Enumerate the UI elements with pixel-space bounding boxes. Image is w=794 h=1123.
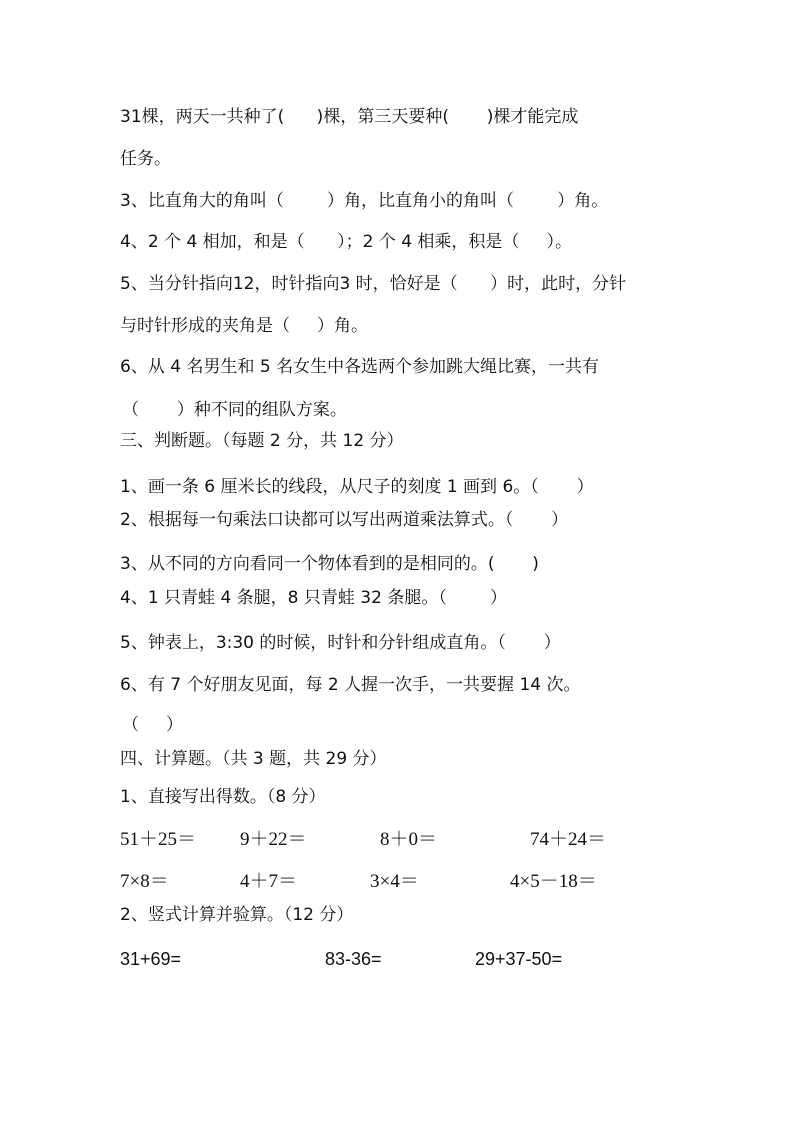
calc-row1-item-2: 9＋22＝ <box>240 829 307 850</box>
calc-row2-item-3: 3×4＝ <box>370 871 419 892</box>
fill-q5-line1: 5、当分针指向12，时针指向3 时，恰好是（ ）时，此时，分针 <box>120 274 627 294</box>
vertical-calc-problem-3: 29+37-50= <box>475 949 563 969</box>
vertical-calc-problem-2: 83-36= <box>325 949 382 969</box>
judgment-item-2: 2、根据每一句乘法口诀都可以写出两道乘法算式。（ ） <box>120 510 569 530</box>
calc-row1-item-4: 74＋24＝ <box>530 829 607 850</box>
calc-row2-item-2: 4＋7＝ <box>240 871 298 892</box>
judgment-item-6: 6、有 7 个好朋友见面，每 2 人握一次手，一共要握 14 次。 <box>120 675 581 695</box>
fill-q2-line2: 任务。 <box>120 149 171 169</box>
fill-q2-line1: 31棵，两天一共种了( )棵，第三天要种( )棵才能完成 <box>120 107 579 127</box>
fill-q3: 3、比直角大的角叫（ ）角，比直角小的角叫（ ）角。 <box>120 191 609 211</box>
judgment-item-4: 4、1 只青蛙 4 条腿，8 只青蛙 32 条腿。（ ） <box>120 588 508 608</box>
vertical-calc-problem-1: 31+69= <box>120 949 182 969</box>
fill-q5-line2: 与时针形成的夹角是（ ）角。 <box>120 316 369 336</box>
calc-heading: 四、计算题。（共 3 题，共 29 分） <box>120 749 387 769</box>
calc-row2-item-1: 7×8＝ <box>120 871 169 892</box>
calc-row2-item-4: 4×5－18＝ <box>510 871 597 892</box>
judgment-item-1: 1、画一条 6 厘米长的线段，从尺子的刻度 1 画到 6。（ ） <box>120 477 594 497</box>
fill-q4: 4、2 个 4 相加，和是（ ）；2 个 4 相乘，积是（ ）。 <box>120 232 572 252</box>
fill-q6-line1: 6、从 4 名男生和 5 名女生中各选两个参加跳大绳比赛，一共有 <box>120 357 600 377</box>
judgment-item-5: 5、钟表上，3:30 的时候，时针和分针组成直角。（ ） <box>120 633 561 653</box>
judgment-heading: 三、判断题。（每题 2 分，共 12 分） <box>120 431 404 451</box>
calc-sub2-title: 2、竖式计算并验算。（12 分） <box>120 905 354 925</box>
fill-q6-line2: （ ）种不同的组队方案。 <box>122 400 347 420</box>
judgment-item-3: 3、从不同的方向看同一个物体看到的是相同的。( ) <box>120 554 539 574</box>
calc-row1-item-1: 51＋25＝ <box>120 829 197 850</box>
calc-sub1-title: 1、直接写出得数。（8 分） <box>120 787 326 807</box>
calc-row1-item-3: 8＋0＝ <box>380 829 438 850</box>
judgment-item-6-answer-blank: （ ） <box>122 715 184 735</box>
